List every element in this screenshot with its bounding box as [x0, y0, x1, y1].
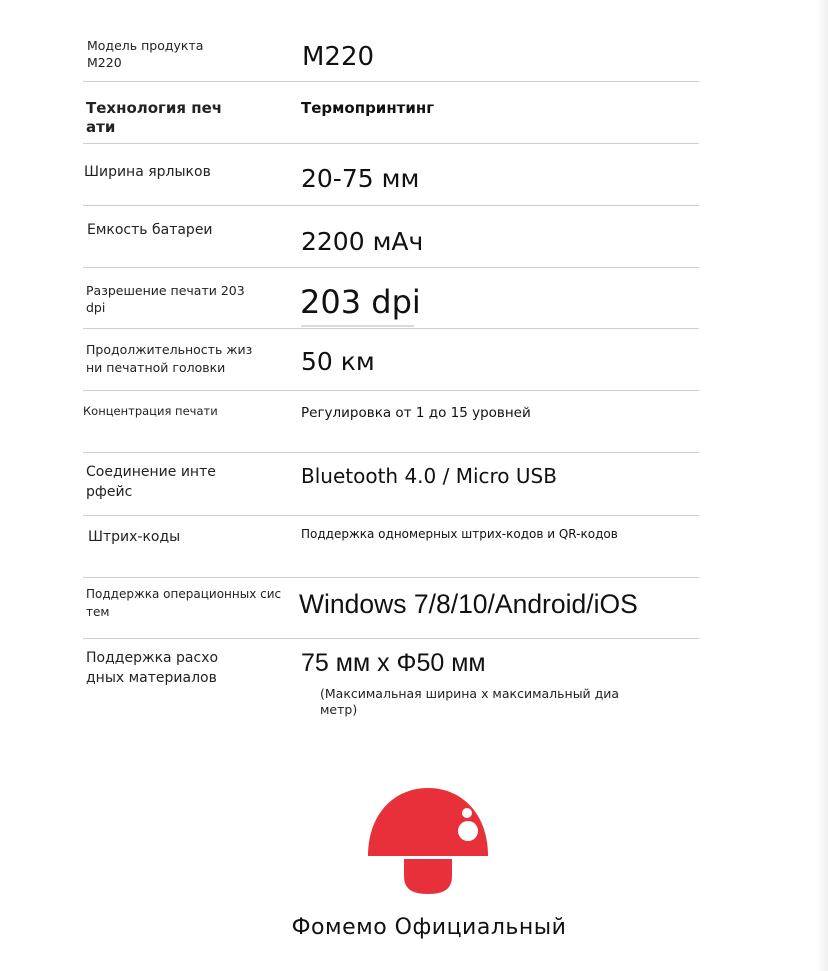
row-divider: [83, 452, 699, 453]
row-divider: [83, 638, 699, 639]
row-divider: [83, 205, 699, 206]
spec-label-barcodes: Штрих-коды: [88, 529, 181, 545]
mushroom-stem: [404, 859, 452, 894]
brand-name: Фомемо Официальный: [291, 915, 567, 940]
spec-label-resolution: Разрешение печати 203 dpi: [86, 283, 245, 315]
value-underline: [301, 325, 414, 327]
row-divider: [83, 81, 699, 82]
spec-value-label-width: 20-75 мм: [301, 164, 420, 193]
spec-value-consumables: 75 мм x Φ50 мм: [301, 649, 486, 677]
spec-value-os-support: Windows 7/8/10/Android/iOS: [299, 589, 638, 619]
spec-value-battery: 2200 мАч: [301, 227, 424, 256]
spec-value-printhead-life: 50 км: [301, 347, 375, 376]
row-divider: [83, 577, 699, 578]
mushroom-icon: [366, 784, 490, 896]
spec-label-battery: Емкость батареи: [87, 222, 213, 238]
spec-label-print-density: Концентрация печати: [83, 404, 218, 418]
edge-shade: [816, 0, 828, 971]
spec-value-resolution: 203 dpi: [300, 283, 421, 321]
spec-label-printhead-life: Продолжительность жиз ни печатной головки: [86, 342, 253, 375]
row-divider: [83, 328, 699, 329]
spec-label-os-support: Поддержка операционных сис тем: [86, 587, 282, 619]
spec-value-barcodes: Поддержка одномерных штрих-кодов и QR-кодов: [301, 527, 618, 541]
row-divider: [83, 143, 699, 144]
spec-value-interface: Bluetooth 4.0 / Micro USB: [301, 464, 557, 488]
spec-label-consumables: Поддержка расхо дных материалов: [86, 650, 219, 686]
row-divider: [83, 390, 699, 391]
spec-value-model: M220: [302, 42, 375, 72]
mushroom-spot-small: [462, 808, 472, 818]
mushroom-spot-large: [458, 821, 478, 841]
spec-value-print-density: Регулировка от 1 до 15 уровней: [301, 405, 531, 421]
spec-label-label-width: Ширина ярлыков: [84, 164, 211, 180]
spec-label-interface: Соединение инте рфейс: [86, 464, 216, 500]
row-divider: [83, 515, 699, 516]
consumables-note: (Максимальная ширина x максимальный диа метр): [320, 686, 620, 717]
spec-label-print-technology: Технология печ ати: [86, 99, 223, 136]
spec-value-print-technology: Термопринтинг: [301, 99, 435, 117]
spec-label-model: Модель продукта M220: [87, 38, 204, 70]
row-divider: [83, 267, 699, 268]
